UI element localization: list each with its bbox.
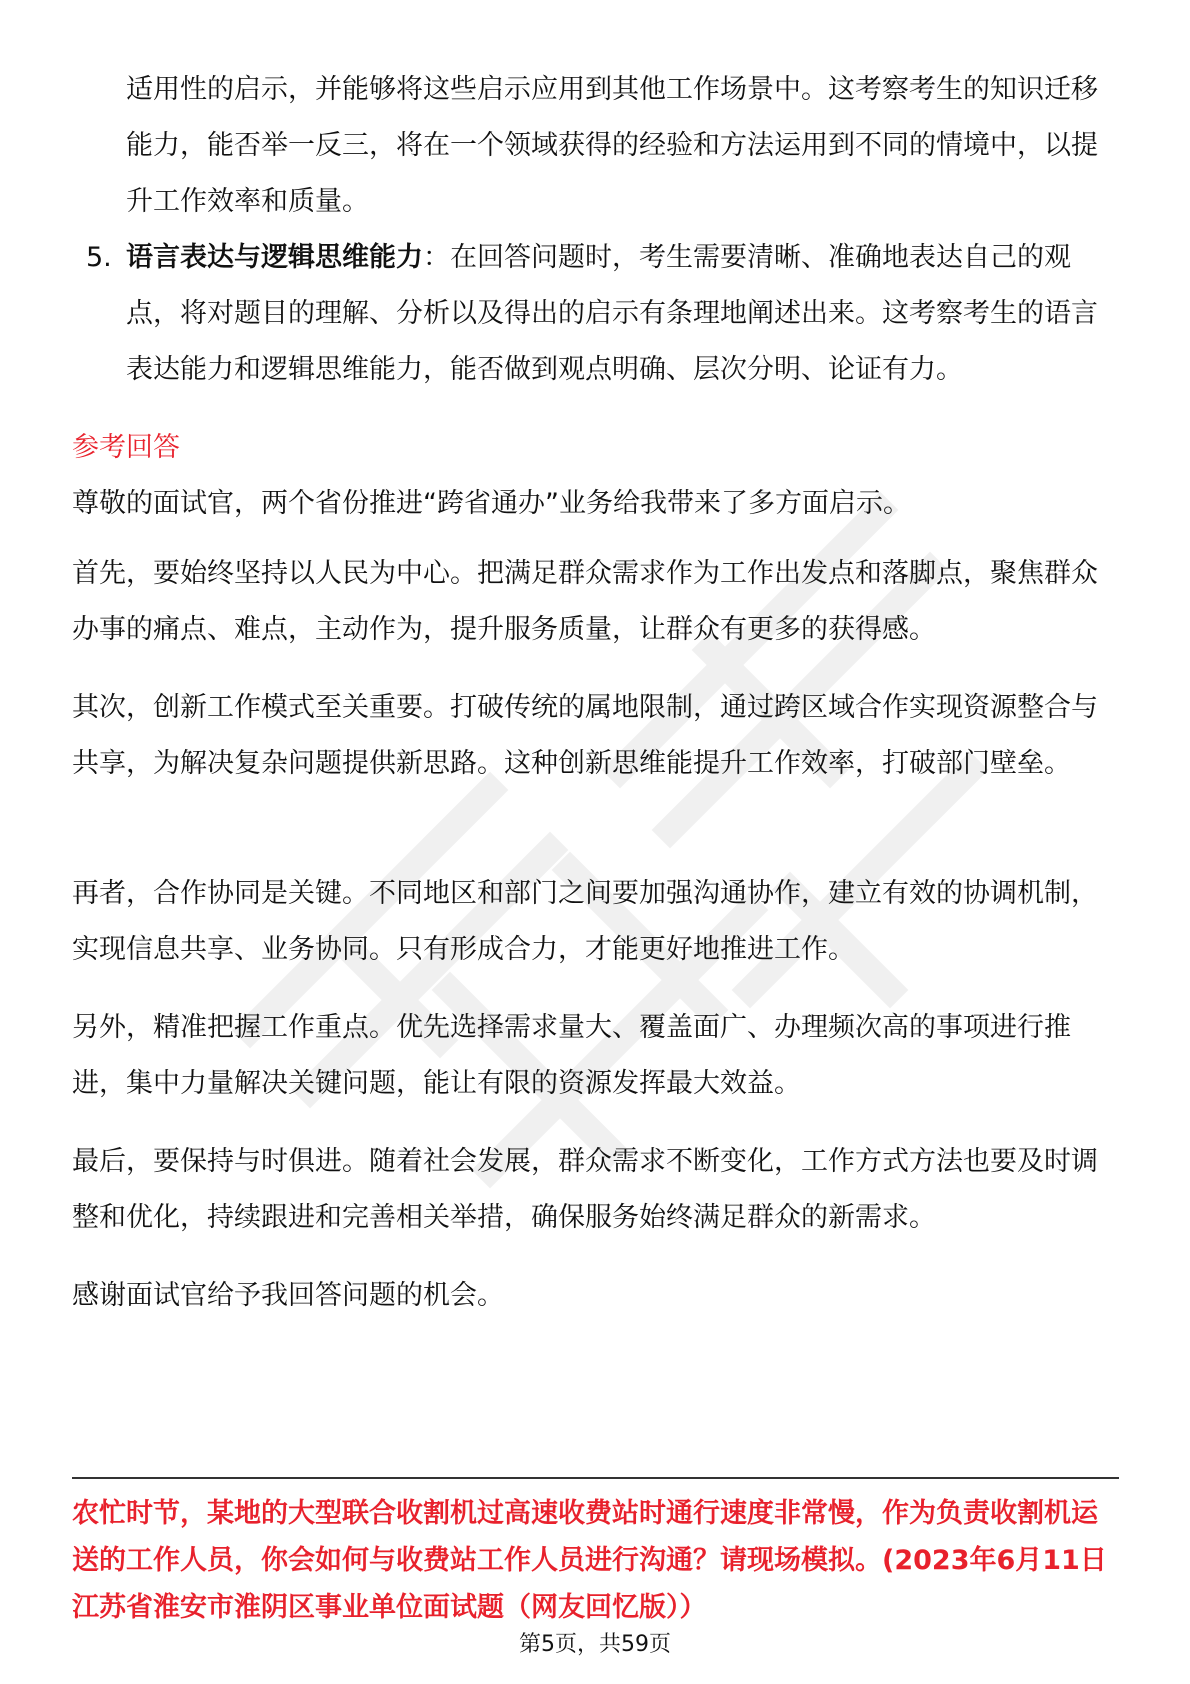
answer-paragraph: 另外，精准把握工作重点。优先选择需求量大、覆盖面广、办理频次高的事项进行推进，集中力量解决关键问题，能让有限的资源发挥最大效益。 <box>72 1012 1071 1099</box>
list-item-4-continuation: 适用性的启示，并能够将这些启示应用到其他工作场景中。这考察考生的知识迁移能力，能否举一反三，将在一个领域获得的经验和方法运用到不同的情境中，以提升工作效率和质量。 <box>126 74 1098 217</box>
list-item-title: 语言表达与逻辑思维能力 <box>126 242 423 273</box>
section-divider <box>72 1477 1119 1479</box>
answer-paragraph: 最后，要保持与时俱进。随着社会发展，群众需求不断变化，工作方式方法也要及时调整和优化，持续跟进和完善相关举措，确保服务始终满足群众的新需求。 <box>72 1146 1098 1233</box>
page-number: 第5页，共59页 <box>519 1632 671 1657</box>
list-item-5 <box>72 230 1120 398</box>
answer-paragraph: 其次，创新工作模式至关重要。打破传统的属地限制，通过跨区域合作实现资源整合与共享，为解决复杂问题提供新思路。这种创新思维能提升工作效率，打破部门壁垒。 <box>72 692 1098 779</box>
list-item-text: ：在回答问题时，考生需要清晰、准确地表达自己的观点，将对题目的理解、分析以及得出的启示有条理地阐述出来。这考察考生的语言表达能力和逻辑思维能力，能否做到观点明确、层次分明、论证有力。 <box>126 242 1098 385</box>
answer-paragraph: 感谢面试官给予我回答问题的机会。 <box>72 1280 504 1311</box>
next-question-title: 农忙时节，某地的大型联合收割机过高速收费站时通行速度非常慢，作为负责收割机运送的工作人员，你会如何与收费站工作人员进行沟通？请现场模拟。(2023年6月11日江苏省淮安市淮阴区事业单位面试题（网友回忆版）） <box>72 1498 1107 1623</box>
answer-paragraph: 尊敬的面试官，两个省份推进“跨省通办”业务给我带来了多方面启示。 <box>72 488 910 519</box>
answer-paragraph: 再者，合作协同是关键。不同地区和部门之间要加强沟通协作，建立有效的协调机制，实现信息共享、业务协同。只有形成合力，才能更好地推进工作。 <box>72 878 1098 965</box>
answer-paragraph: 首先，要始终坚持以人民为中心。把满足群众需求作为工作出发点和落脚点，聚焦群众办事的痛点、难点，主动作为，提升服务质量，让群众有更多的获得感。 <box>72 558 1098 645</box>
list-item-number: 5. <box>86 242 112 273</box>
ability-list <box>72 62 1120 398</box>
reference-answer-heading: 参考回答 <box>72 432 180 463</box>
